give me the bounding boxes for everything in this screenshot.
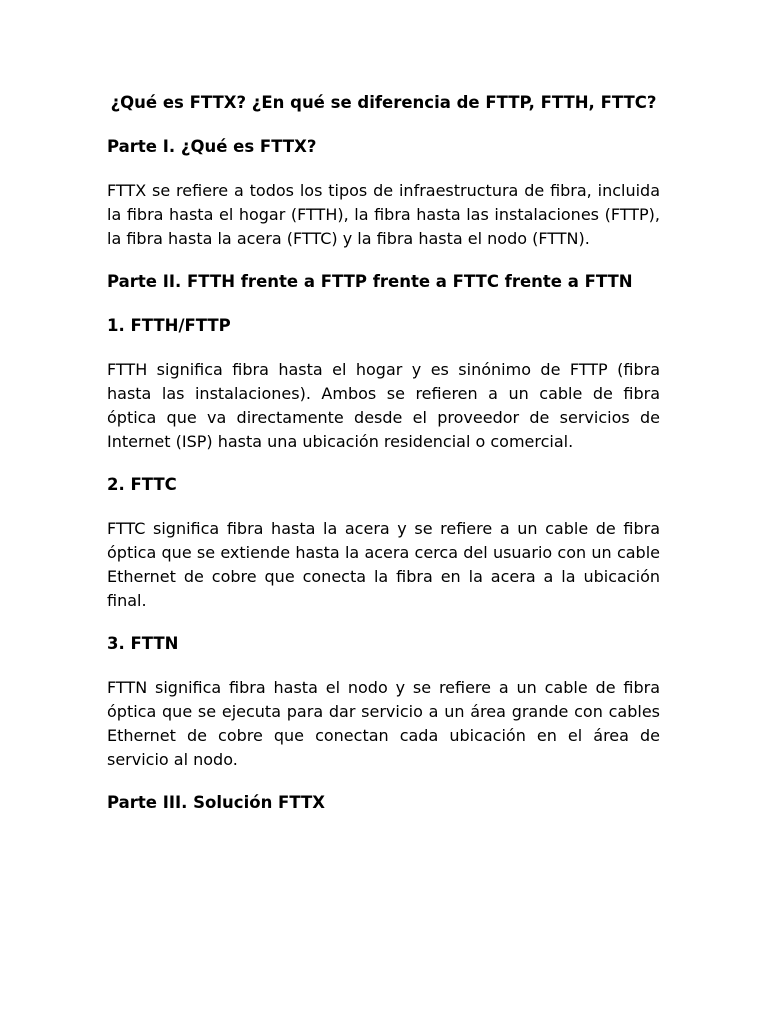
- section-heading-part-1: Parte I. ¿Qué es FTTX?: [107, 137, 317, 156]
- section-heading-part-2: Parte II. FTTH frente a FTTP frente a FTTC frente a FTTN: [107, 272, 633, 291]
- section-paragraph-fttn: FTTN significa fibra hasta el nodo y se refiere a un cable de fibra óptica que se ejecuta para dar servicio a un área grande con cables Ethernet de cobre que conectan cada ubicación en el área de servicio al nodo.: [107, 678, 660, 769]
- section-heading-part-3: Parte III. Solución FTTX: [107, 793, 325, 812]
- document-page: [107, 91, 660, 835]
- section-heading-fttc: 2. FTTC: [107, 475, 177, 494]
- section-heading-ftth-fttp: 1. FTTH/FTTP: [107, 316, 231, 335]
- section-paragraph-part-1: FTTX se refiere a todos los tipos de infraestructura de fibra, incluida la fibra hasta el hogar (FTTH), la fibra hasta las instalaciones (FTTP), la fibra hasta la acera (FTTC) y la fibra hasta el nodo (FTTN).: [107, 181, 660, 248]
- section-paragraph-fttc: FTTC significa fibra hasta la acera y se refiere a un cable de fibra óptica que se extiende hasta la acera cerca del usuario con un cable Ethernet de cobre que conecta la fibra en la acera a la ubicación final.: [107, 519, 660, 610]
- section-heading-fttn: 3. FTTN: [107, 634, 179, 653]
- document-title: ¿Qué es FTTX? ¿En qué se diferencia de FTTP, FTTH, FTTC?: [110, 93, 657, 112]
- section-paragraph-ftth-fttp: FTTH significa fibra hasta el hogar y es sinónimo de FTTP (fibra hasta las instalaciones). Ambos se refieren a un cable de fibra óptica que va directamente desde el proveedor de servicios de Internet (ISP) hasta una ubicación residencial o comercial.: [107, 360, 660, 451]
